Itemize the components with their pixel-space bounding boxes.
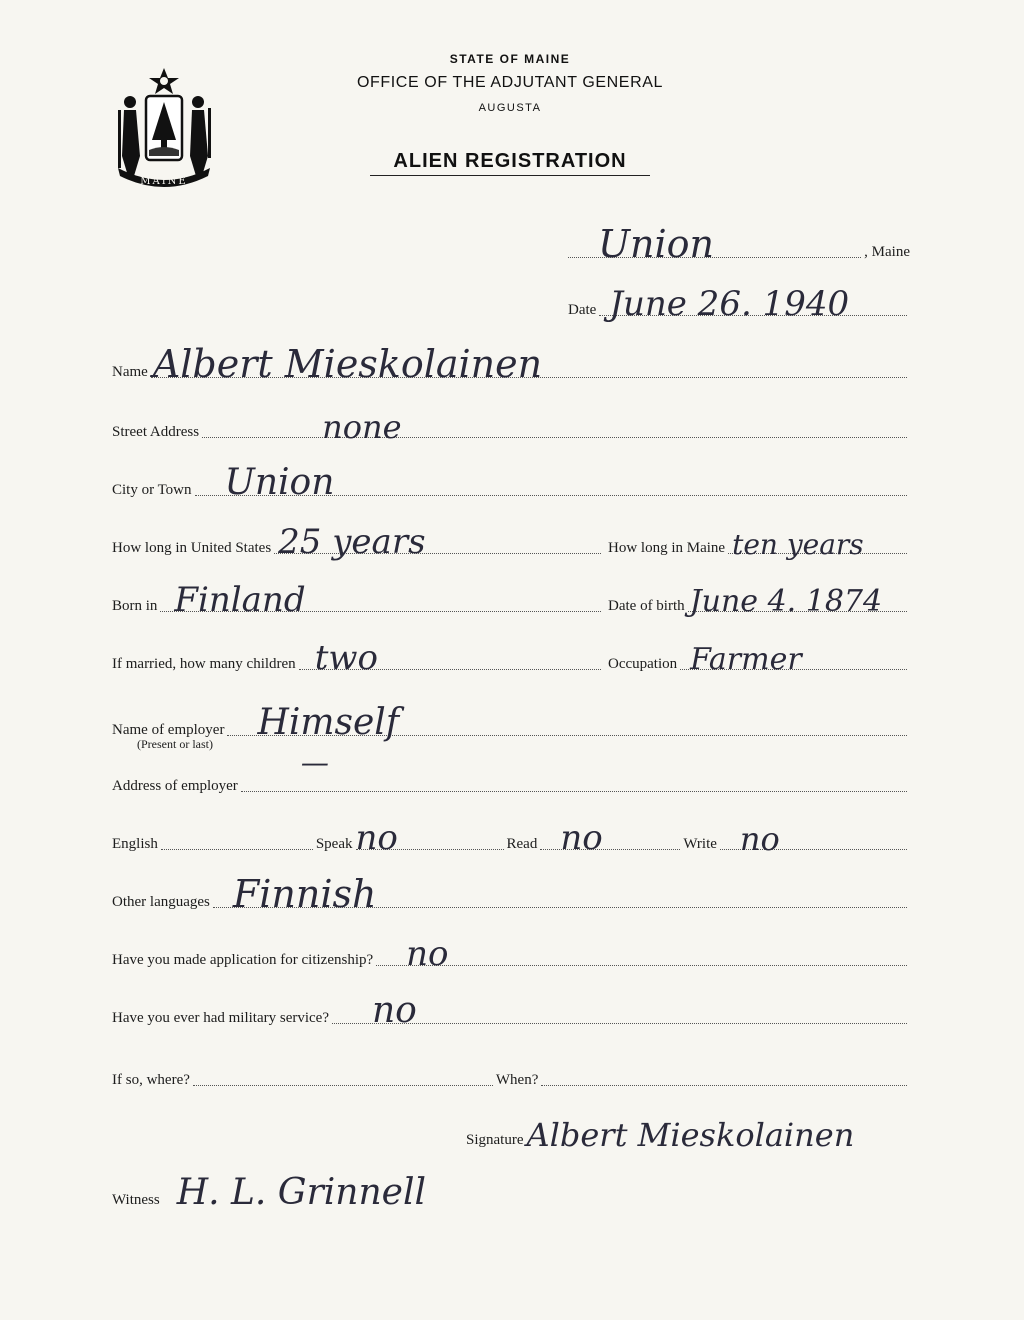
- occupation-label: Occupation: [608, 656, 678, 672]
- us-years-field[interactable]: [274, 522, 601, 562]
- speak-field[interactable]: [355, 818, 504, 858]
- other-languages-value: Finnish: [232, 872, 377, 916]
- employer-label: Name of employer: [112, 722, 225, 738]
- employer-address-label: Address of employer: [112, 778, 238, 794]
- us-years-row: [112, 522, 604, 562]
- employer-field[interactable]: [227, 702, 907, 743]
- employer-value: Himself: [257, 702, 400, 743]
- citizenship-field[interactable]: [376, 934, 907, 974]
- employer-sublabel: (Present or last): [137, 737, 213, 751]
- read-label: Read: [506, 836, 538, 852]
- read-field[interactable]: [540, 818, 680, 858]
- town-field[interactable]: [568, 222, 861, 266]
- name-label: Name: [112, 364, 148, 380]
- employer-address-value: —: [300, 746, 329, 779]
- employer-address-field[interactable]: [241, 746, 907, 792]
- where-label: If so, where?: [112, 1072, 190, 1088]
- signature-row: [466, 1116, 936, 1154]
- name-field[interactable]: [151, 342, 907, 386]
- maine-years-value: ten years: [732, 528, 864, 561]
- children-value: two: [314, 638, 378, 678]
- other-languages-row: [112, 872, 910, 916]
- signature-field[interactable]: [526, 1116, 934, 1154]
- occupation-row: [608, 642, 910, 677]
- born-in-field[interactable]: [160, 580, 601, 620]
- children-row: [112, 638, 604, 678]
- born-in-row: [112, 580, 604, 620]
- name-value: Albert Mieskolainen: [152, 342, 543, 386]
- children-label: If married, how many children: [112, 656, 296, 672]
- english-row: [112, 818, 910, 858]
- city-value: Union: [224, 462, 335, 503]
- city-field[interactable]: [195, 462, 907, 503]
- witness-label: Witness: [112, 1192, 160, 1208]
- dob-row: [608, 584, 910, 619]
- state-heading: STATE OF MAINE: [449, 52, 571, 66]
- date-row: [568, 284, 910, 324]
- street-label: Street Address: [112, 424, 200, 440]
- signature-label: Signature: [466, 1132, 524, 1148]
- maine-years-row: [608, 528, 910, 561]
- witness-row: [112, 1172, 552, 1213]
- when-field[interactable]: [541, 1085, 907, 1086]
- maine-years-field[interactable]: [728, 528, 907, 561]
- write-label: Write: [683, 836, 717, 852]
- witness-field[interactable]: [163, 1172, 549, 1213]
- born-in-value: Finland: [174, 580, 306, 620]
- city-label: City or Town: [112, 482, 192, 498]
- street-row: [112, 408, 910, 446]
- military-label: Have you ever had military service?: [112, 1010, 329, 1026]
- dob-value: June 4. 1874: [689, 584, 883, 619]
- military-row: [112, 990, 910, 1031]
- maine-years-label: How long in Maine: [608, 540, 726, 556]
- employer-row: [112, 702, 910, 743]
- military-field[interactable]: [332, 990, 907, 1031]
- children-field[interactable]: [299, 638, 601, 678]
- when-label: When?: [495, 1072, 539, 1088]
- write-field[interactable]: [720, 820, 907, 858]
- us-years-value: 25 years: [278, 522, 426, 562]
- seal-text: MAINE: [140, 176, 188, 187]
- town-row: [568, 222, 910, 266]
- where-field[interactable]: [193, 1085, 493, 1086]
- office-heading: OFFICE OF THE ADJUTANT GENERAL: [356, 74, 664, 91]
- city-heading: AUGUSTA: [478, 102, 542, 114]
- page-title: ALIEN REGISTRATION: [393, 150, 627, 172]
- street-value: none: [322, 408, 402, 446]
- other-languages-field[interactable]: [213, 872, 907, 916]
- date-field[interactable]: [599, 284, 907, 324]
- us-years-label: How long in United States: [112, 540, 272, 556]
- speak-label: Speak: [315, 836, 353, 852]
- where-row: [112, 1068, 910, 1090]
- employer-address-row: [112, 746, 910, 796]
- street-field[interactable]: [202, 408, 907, 446]
- dob-field[interactable]: [688, 584, 907, 619]
- town-value: Union: [598, 222, 715, 266]
- date-label: Date: [568, 302, 597, 318]
- citizenship-row: [112, 934, 910, 974]
- occupation-field[interactable]: [680, 642, 907, 677]
- born-in-label: Born in: [112, 598, 158, 614]
- city-row: [112, 462, 910, 503]
- dob-label: Date of birth: [608, 598, 685, 614]
- citizenship-value: no: [406, 934, 449, 974]
- read-value: no: [560, 818, 603, 858]
- name-row: [112, 342, 910, 386]
- state-seal-icon: [112, 64, 216, 194]
- military-value: no: [372, 990, 417, 1031]
- english-label: English: [112, 836, 158, 852]
- date-value: June 26. 1940: [609, 284, 850, 324]
- town-suffix: , Maine: [864, 244, 910, 260]
- signature-value: Albert Mieskolainen: [526, 1116, 855, 1154]
- other-languages-label: Other languages: [112, 894, 210, 910]
- write-value: no: [739, 820, 780, 858]
- occupation-value: Farmer: [690, 642, 802, 677]
- title-underline: [370, 175, 650, 176]
- witness-value: H. L. Grinnell: [176, 1172, 426, 1213]
- speak-value: no: [355, 818, 398, 858]
- citizenship-label: Have you made application for citizenship?: [112, 952, 374, 968]
- english-filler: [161, 849, 313, 850]
